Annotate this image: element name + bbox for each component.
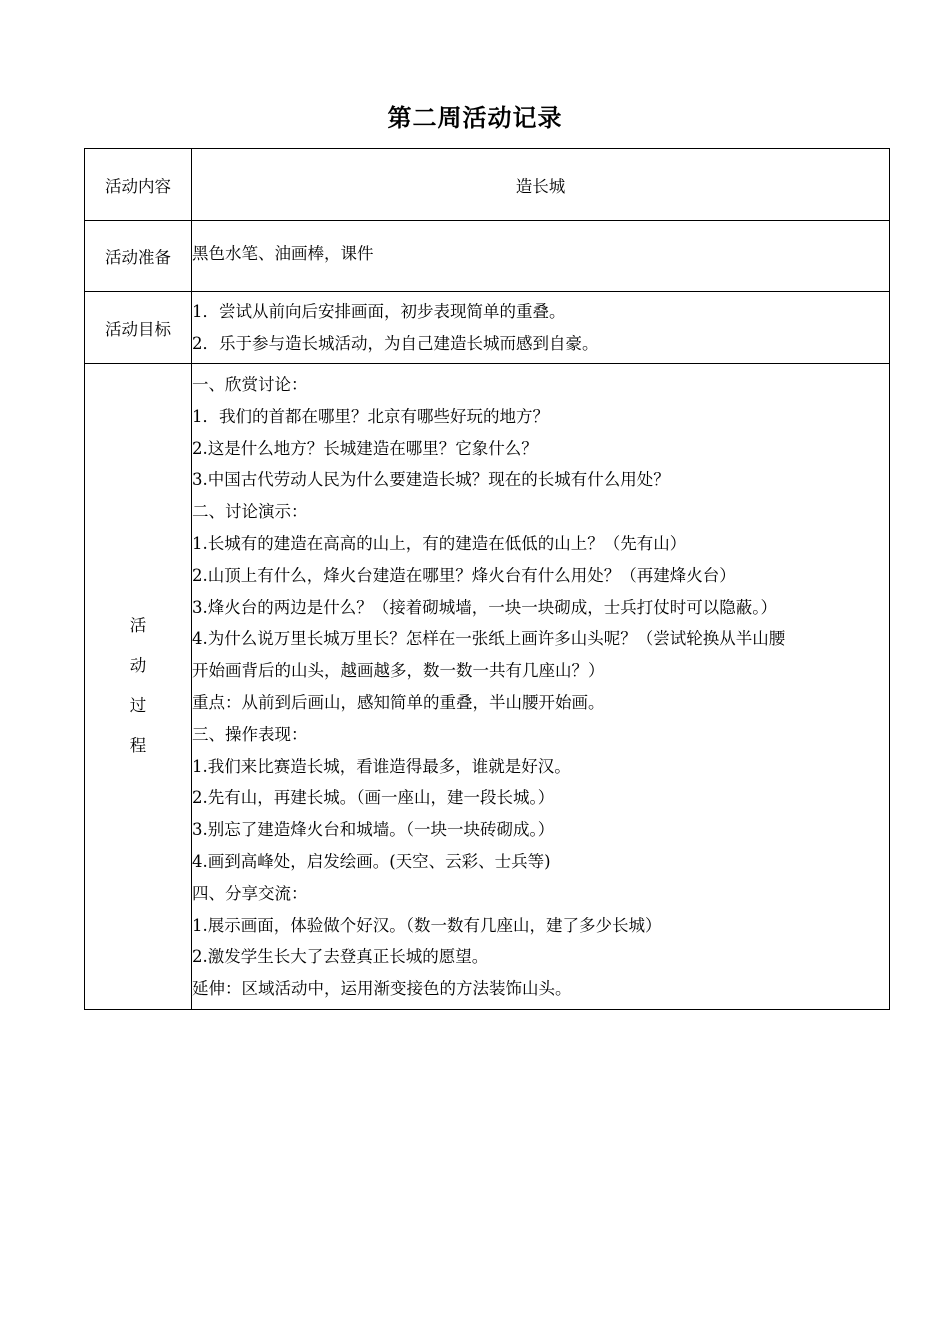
goal-line: 2．乐于参与造长城活动，为自己建造长城而感到自豪。 <box>192 333 599 353</box>
process-line: 2.激发学生长大了去登真正长城的愿望。 <box>192 947 489 967</box>
row-activity-content <box>85 149 890 221</box>
activity-record-table <box>84 148 890 1010</box>
process-key-point: 重点：从前到后画山，感知简单的重叠，半山腰开始画。 <box>192 692 605 712</box>
process-line: 开始画背后的山头，越画越多，数一数一共有几座山？） <box>192 661 605 681</box>
process-extension: 延伸：区域活动中，运用渐变接色的方法装饰山头。 <box>192 979 572 999</box>
process-line: 1.我们来比赛造长城，看谁造得最多，谁就是好汉。 <box>192 756 571 776</box>
goal-line: 1．尝试从前向后安排画面，初步表现简单的重叠。 <box>192 301 566 321</box>
process-label-char: 活 <box>129 616 147 636</box>
activity-process-lines <box>192 364 889 1009</box>
activity-process-label <box>85 364 192 1010</box>
page-title: 第二周活动记录 <box>387 104 563 132</box>
process-line: 2.山顶上有什么，烽火台建造在哪里？烽火台有什么用处？（再建烽火台） <box>192 565 736 585</box>
activity-goals-cell <box>192 292 890 364</box>
process-line: 3.中国古代劳动人民为什么要建造长城？现在的长城有什么用处？ <box>192 470 670 490</box>
process-line: 1.长城有的建造在高高的山上，有的建造在低低的山上？（先有山） <box>192 533 687 553</box>
process-line: 2.先有山，再建长城。（画一座山，建一段长城。） <box>192 788 555 808</box>
process-line: 1.展示画面，体验做个好汉。（数一数有几座山，建了多少长城） <box>192 915 662 935</box>
activity-goals-label: 活动目标 <box>85 292 192 364</box>
activity-content-label: 活动内容 <box>85 149 192 221</box>
process-section-heading: 二、讨论演示： <box>192 502 308 522</box>
process-line: 3.烽火台的两边是什么？（接着砌城墙，一块一块砌成，士兵打仗时可以隐蔽。） <box>192 597 777 617</box>
row-activity-process <box>85 364 890 1010</box>
process-line: 4.为什么说万里长城万里长？怎样在一张纸上画许多山头呢？（尝试轮换从半山腰 <box>192 629 786 649</box>
row-activity-preparation <box>85 221 890 292</box>
process-line: 1．我们的首都在哪里？北京有哪些好玩的地方？ <box>192 406 549 426</box>
process-section-heading: 三、操作表现： <box>192 724 308 744</box>
process-section-heading: 四、分享交流： <box>192 883 308 903</box>
activity-process-cell <box>192 364 890 1010</box>
process-label-char: 过 <box>129 696 147 716</box>
activity-preparation-label: 活动准备 <box>85 221 192 292</box>
process-line: 4.画到高峰处，启发绘画。(天空、云彩、士兵等) <box>192 851 551 871</box>
row-activity-goals <box>85 292 890 364</box>
activity-process-label-stack <box>85 606 191 766</box>
activity-preparation-value: 黑色水笔、油画棒，课件 <box>192 244 374 263</box>
process-line: 2.这是什么地方？长城建造在哪里？它象什么？ <box>192 438 538 458</box>
process-section-heading: 一、欣赏讨论： <box>192 375 308 394</box>
process-line: 3.别忘了建造烽火台和城墙。（一块一块砖砌成。） <box>192 820 555 840</box>
activity-preparation-cell <box>192 221 890 292</box>
process-label-char: 程 <box>129 736 147 756</box>
activity-content-value: 造长城 <box>192 149 890 221</box>
process-label-char: 动 <box>129 656 147 676</box>
